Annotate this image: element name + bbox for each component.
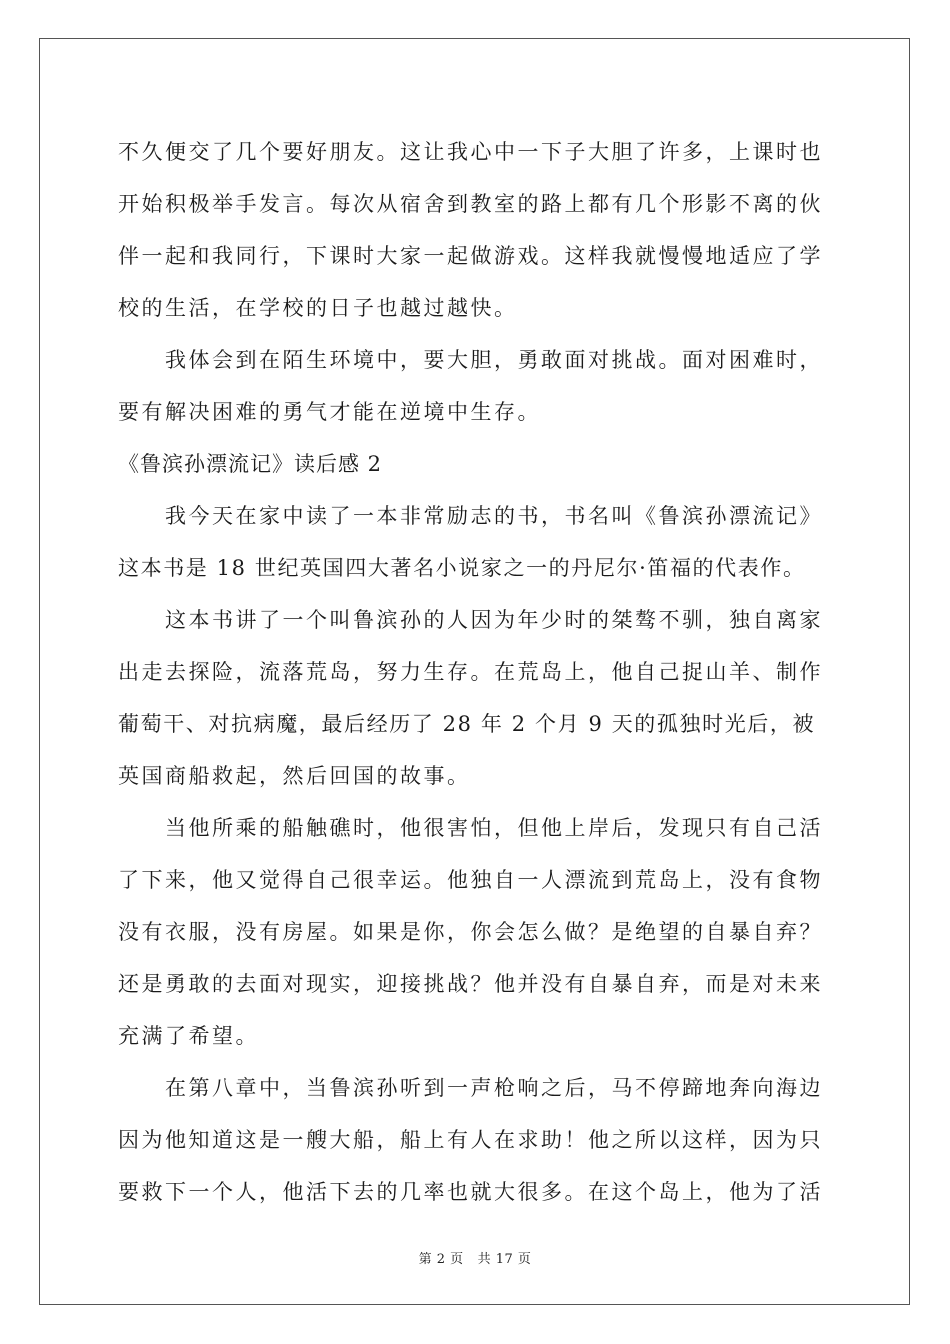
- text-line: 这本书是 18 世纪英国四大著名小说家之一的丹尼尔·笛福的代表作。: [118, 556, 806, 580]
- text-line: 这本书讲了一个叫鲁滨孙的人因为年少时的桀骜不驯，独自离家: [165, 608, 823, 632]
- page-footer: [0, 1248, 950, 1267]
- text-line: 要救下一个人，他活下去的几率也就大很多。在这个岛上，他为了活: [118, 1180, 823, 1204]
- text-line: 校的生活，在学校的日子也越过越快。: [118, 296, 518, 320]
- page-total: 共 17 页: [477, 1252, 532, 1267]
- text-line: 我体会到在陌生环境中，要大胆，勇敢面对挑战。面对困难时，: [165, 348, 823, 372]
- section-heading: 《鲁滨孙漂流记》读后感 2: [118, 452, 383, 476]
- text-line: 还是勇敢的去面对现实，迎接挑战？他并没有自暴自弃，而是对未来: [118, 972, 823, 996]
- text-line: 出走去探险，流落荒岛，努力生存。在荒岛上，他自己捉山羊、制作: [118, 660, 823, 684]
- text-line: 充满了希望。: [118, 1024, 259, 1048]
- document-body: [118, 126, 838, 1218]
- text-line: 我今天在家中读了一本非常励志的书，书名叫《鲁滨孙漂流记》: [165, 504, 823, 528]
- text-line: 不久便交了几个要好朋友。这让我心中一下子大胆了许多，上课时也: [118, 140, 823, 164]
- text-line: 当他所乘的船触礁时，他很害怕，但他上岸后，发现只有自己活: [165, 816, 823, 840]
- text-line: 葡萄干、对抗病魔，最后经历了 28 年 2 个月 9 天的孤独时光后，被: [118, 712, 816, 736]
- page-number: 第 2 页: [418, 1252, 464, 1267]
- text-line: 因为他知道这是一艘大船，船上有人在求助！他之所以这样，因为只: [118, 1128, 823, 1152]
- text-line: 在第八章中，当鲁滨孙听到一声枪响之后，马不停蹄地奔向海边: [165, 1076, 823, 1100]
- text-line: 要有解决困难的勇气才能在逆境中生存。: [118, 400, 541, 424]
- text-line: 英国商船救起，然后回国的故事。: [118, 764, 471, 788]
- text-line: 伴一起和我同行，下课时大家一起做游戏。这样我就慢慢地适应了学: [118, 244, 823, 268]
- text-line: 开始积极举手发言。每次从宿舍到教室的路上都有几个形影不离的伙: [118, 192, 823, 216]
- text-line: 没有衣服，没有房屋。如果是你，你会怎么做？是绝望的自暴自弃？: [118, 920, 823, 944]
- text-line: 了下来，他又觉得自己很幸运。他独自一人漂流到荒岛上，没有食物: [118, 868, 823, 892]
